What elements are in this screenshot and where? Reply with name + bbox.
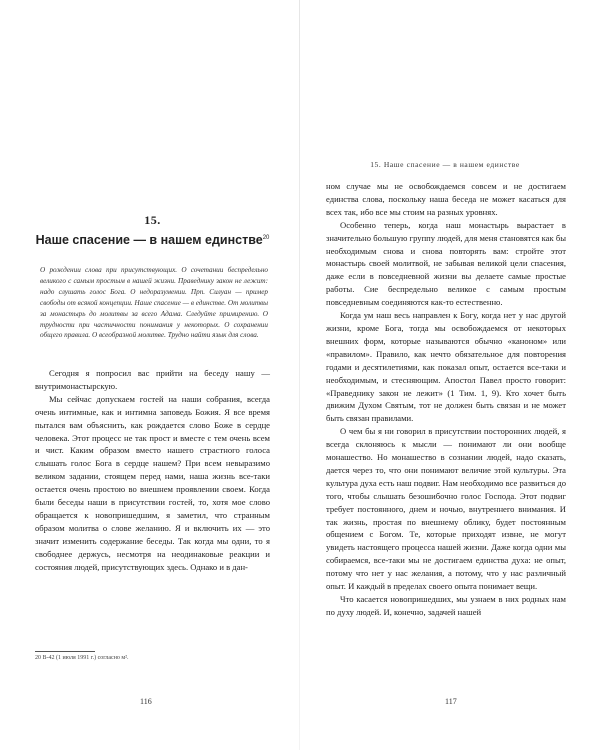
running-head: 15. Наше спасение — в нашем единстве bbox=[370, 160, 520, 169]
page-number-left: 116 bbox=[140, 697, 152, 706]
title-note-mark: 20 bbox=[262, 235, 270, 241]
right-page bbox=[300, 0, 600, 750]
page-number-right: 117 bbox=[445, 697, 457, 706]
paragraph: Сегодня я попросил вас прийти на беседу нашу — внутримонастырскую. bbox=[35, 368, 270, 391]
chapter-title bbox=[35, 230, 270, 249]
paragraph: Когда ум наш весь направлен к Богу, когда нет у нас другой жизни, кроме Бога, тогда мы освобождаемся от некоторых внешних форм, которые называются обычно «каноном» или «правилом». Правило, как нечто обязательное для повторения годами и десятилетиями, как показал опыт, остается все-таки и необходимым, и стесняющим. Апостол Павел просто говорит: «Праведнику закон не лежит» (1 Тим. 1, 9). Кто хочет быть движим Духом Святым, тот не должен быть связан и не может быть связан правилами. bbox=[326, 310, 566, 424]
paragraph: Что касается новопришедших, мы узнаем в них родных нам по духу людей. И, конечно, задачей нашей bbox=[326, 594, 566, 617]
footnote: 20 В-42 (1 июля 1991 г.) согласно м². bbox=[35, 655, 129, 661]
chapter-title-text: Наше спасение — в нашем единстве bbox=[35, 233, 263, 248]
chapter-number: 15. bbox=[144, 213, 161, 227]
paragraph: Мы сейчас допускаем гостей на наши собрания, всегда очень интимные, как и интимна заповедь Божия. Я все время пытался вам объяснить, как рождается слово Боже в сердце человека. Этот процесс не так прост и вместе с тем очень всем и чист. Каким образом вместо нашего страстного голоса слышать голос Бога в сердце нашем? При всем невыразимо великом задании, стоящем перед нами, наша жизнь все-таки остается очень простою во внешнем проявлении своем. Когда были беседы наши в присутствии гостей, то, хотя мое слово обращается к новопришедшим, я заметил, что странным образом молитва о слове желанию. Я и включить их — это значит изменить содержание беседы. Так когда мы одни, то я свободнее держусь, несмотря на неодинаковые реакции и состояния людей, присутствующих здесь. Однако и в дан- bbox=[35, 393, 270, 572]
paragraph: Особенно теперь, когда наш монастырь вырастает в значительно большую группу людей, для меня становятся как бы необходимым снова и снова повторять вам: стройте этот монастырь своей молитвой, не забывая великой цели спасения, даже если в повседневной жизни вы делаете самые простые работы. Сие беспредельно великое с самым простым повседневным соединяются как-то естественно. bbox=[326, 219, 566, 308]
paragraph: О чем бы я ни говорил в присутствии посторонних людей, я всегда склоняюсь к мысли — понимают ли они вообще монашество. Но монашество в сознании людей, надо сказать, дается через то, что они понимают величие этой культуры. Эта культура духа есть наш подвиг. Нам необходимо все развиться до того, чтобы слышать безошибочно голос Господа. Этот подвиг требует постоянного, днем и ночью, внутреннего внимания. И так жизнь, простая по внешнему облику, будет постоянным общением с Богом. Те, которые приходят извне, не могут увидеть настоящего процесса нашей жизни. Даже когда одни мы собираемся, все-таки мы не достигаем единства духа: не опыт, потому что нет у нас желания, а потому, что у нас различный опыт. И каждый в пределах своего опыта понимает вещи. bbox=[326, 426, 566, 592]
footnote-divider bbox=[35, 651, 95, 652]
right-body-text bbox=[326, 180, 566, 619]
chapter-summary: О рождении слова при присутствующих. О сочетании беспредельно великого с самым простым в нашей жизни. Праведнику закон не лежит: надо слушать голос Бога. О недоразумении. Прп. Силуан — пример свободы от всякой концепции. Наше спасение — в единстве. От молитвы за монастырь до молитвы за всего Адама. Следуйте примирению. О трудности при частичности понимания у некоторых. О сохранении общего правила. О всеобразной молитве. Трудно найти язык для слова. bbox=[40, 266, 268, 340]
paragraph: ном случае мы не освобождаемся совсем и не достигаем единства слова, поскольку наша беседа не может касаться для всех так, ибо все мы стоим на разных уровнях. bbox=[326, 181, 566, 217]
left-body-text bbox=[35, 367, 270, 574]
